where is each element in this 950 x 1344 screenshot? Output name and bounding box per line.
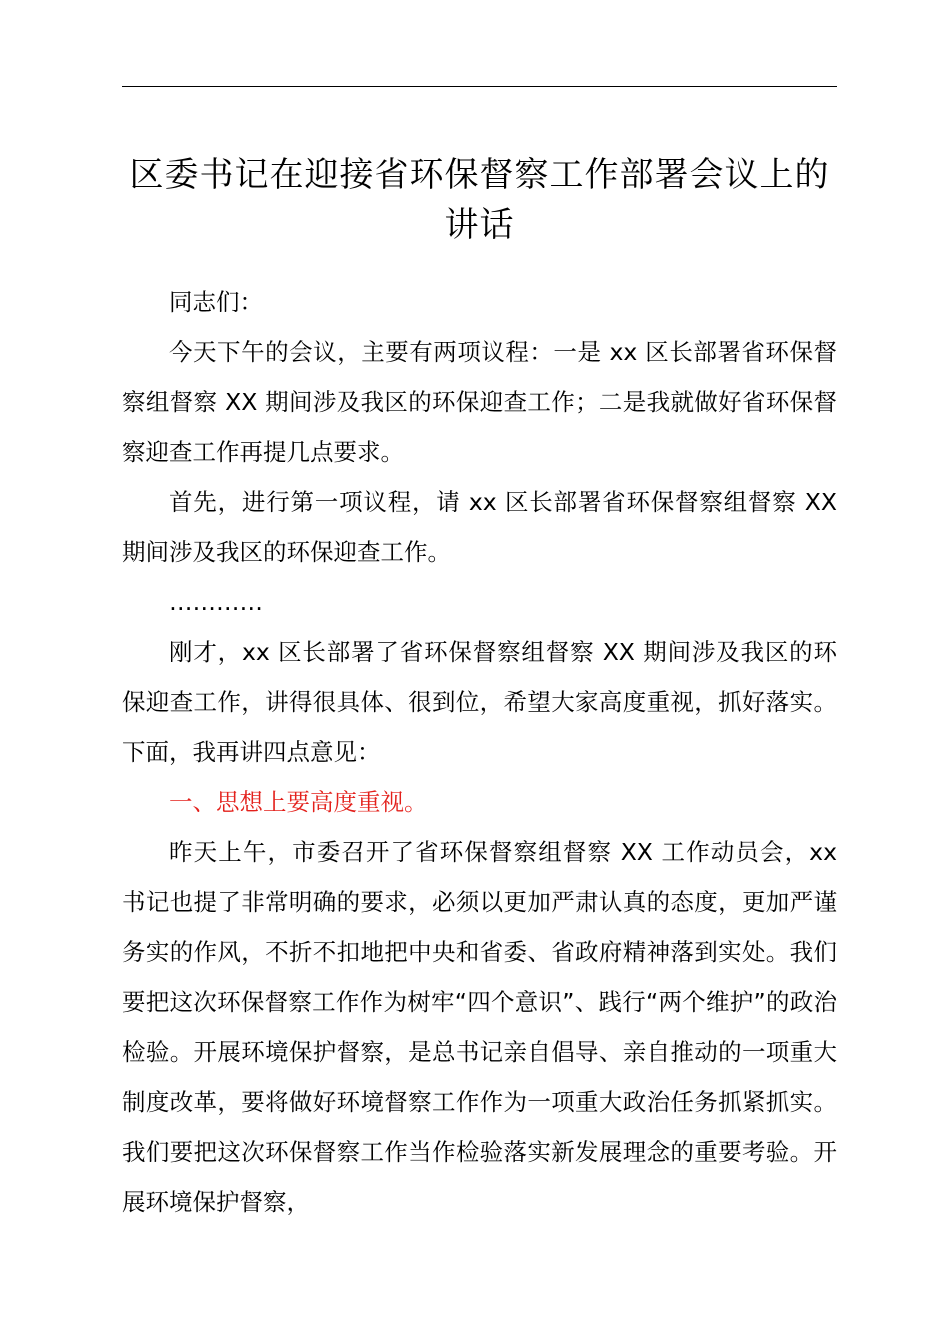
document-title: 区委书记在迎接省环保督察工作部署会议上的讲话 (129, 155, 830, 245)
paragraph-ellipsis: ………… (169, 588, 263, 616)
section-heading-1: 一、思想上要高度重视。 (169, 788, 428, 816)
paragraph-section-1-body: 昨天上午，市委召开了省环保督察组督察 XX 工作动员会，xx 书记也提了非常明确的要求，必须以更加严肃认真的态度，更加严谨务实的作风，不折不扣地把中央和省委、省政府精神落到实处。我们要把这次环保督察工作作为树牢“四个意识”、践行“两个维护”的政治检验。开展环境保护督察，是总书记亲自倡导、亲自推动的一项重大制度改革，要将做好环境督察工作作为一项重大政治任务抓紧抓实。我们要把这次环保督察工作当作检验落实新发展理念的重要考验。开展环境保护督察， (122, 838, 837, 1216)
paragraph-agenda: 今天下午的会议，主要有两项议程：一是 xx 区长部署省环保督察组督察 XX 期间涉及我区的环保迎查工作；二是我就做好省环保督察迎查工作再提几点要求。 (122, 338, 837, 466)
paragraph-salutation: 同志们： (169, 288, 263, 316)
document-body (122, 277, 837, 1227)
header-rule (122, 86, 837, 87)
paragraph-first-item: 首先，进行第一项议程，请 xx 区长部署省环保督察组督察 XX 期间涉及我区的环保迎查工作。 (122, 488, 837, 566)
paragraph-summary: 刚才，xx 区长部署了省环保督察组督察 XX 期间涉及我区的环保迎查工作，讲得很具体、很到位，希望大家高度重视，抓好落实。下面，我再讲四点意见： (122, 638, 837, 766)
